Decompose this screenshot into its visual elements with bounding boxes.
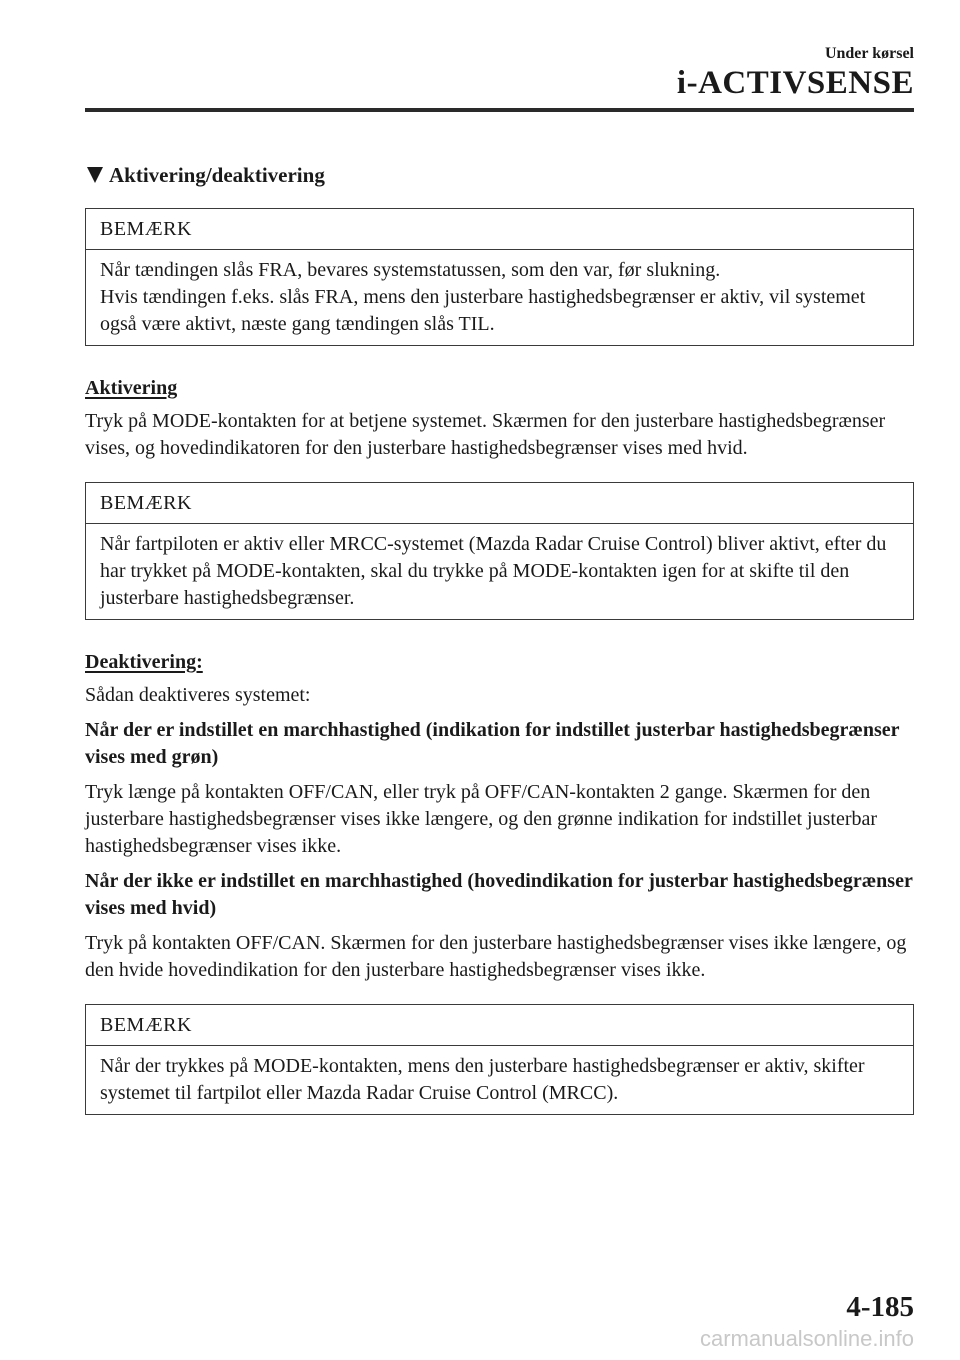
aktivering-title: Aktivering (85, 377, 178, 399)
deaktivering-title: Deaktivering: (85, 651, 203, 673)
section-heading-text: Aktivering/deaktivering (109, 163, 325, 187)
note-box-1 (85, 208, 914, 346)
case1-title: Når der er indstillet en marchhastighed (indikation for indstillet justerbar hastighedsbegrænser vises med grøn) (85, 719, 900, 768)
note-line: Hvis tændingen f.eks. slås FRA, mens den justerbare hastighedsbegrænser er aktiv, vil systemet også være aktivt, næste gang tændingen slås TIL. (100, 286, 866, 335)
header-rule (85, 108, 914, 112)
case2-text: Tryk på kontakten OFF/CAN. Skærmen for den justerbare hastighedsbegrænser vises ikke længere, og den hvide hovedindikation for den justerbare hastighedsbegrænser vises ikke. (85, 932, 907, 981)
page-number: 4-185 (846, 1291, 914, 1323)
note-title: BEMÆRK (86, 1005, 913, 1046)
triangle-down-icon (87, 167, 103, 183)
note-line: Når der trykkes på MODE-kontakten, mens den justerbare hastighedsbegrænser er aktiv, skifter systemet til fartpilot eller Mazda Radar Cruise Control (MRCC). (100, 1055, 865, 1104)
aktivering-text: Tryk på MODE-kontakten for at betjene systemet. Skærmen for den justerbare hastighedsbegrænser vises, og hovedindikatoren for den justerbare hastighedsbegrænser vises med hvid. (85, 410, 886, 459)
watermark: carmanualsonline.info (699, 1326, 914, 1351)
note-title: BEMÆRK (86, 209, 913, 250)
chapter-title: i-ACTIVSENSE (676, 65, 914, 101)
note-box-3 (85, 1004, 914, 1115)
note-body (86, 250, 913, 345)
case2-title: Når der ikke er indstillet en marchhastighed (hovedindikation for justerbar hastighedsbegrænser vises med hvid) (85, 870, 913, 919)
note-title: BEMÆRK (86, 483, 913, 524)
note-body (86, 1046, 913, 1114)
note-box-2 (85, 482, 914, 620)
deaktivering-intro: Sådan deaktiveres systemet: (85, 684, 311, 706)
section-title: Under kørsel (824, 45, 914, 62)
note-line: Når fartpiloten er aktiv eller MRCC-systemet (Mazda Radar Cruise Control) bliver aktivt, efter du har trykket på MODE-kontakten, skal du trykke på MODE-kontakten igen for at skifte til den justerbare hastighedsbegrænser. (100, 533, 887, 609)
note-line: Når tændingen slås FRA, bevares systemstatussen, som den var, før slukning. (100, 259, 721, 281)
section-heading (85, 158, 914, 192)
case1-text: Tryk længe på kontakten OFF/CAN, eller tryk på OFF/CAN-kontakten 2 gange. Skærmen for den justerbare hastighedsbegrænser vises ikke længere, og den grønne indikation for indstillet justerbar hastighedsbegrænser vises ikke. (85, 781, 878, 857)
page-header (677, 44, 914, 102)
note-body (86, 524, 913, 619)
page-content (85, 158, 914, 1143)
